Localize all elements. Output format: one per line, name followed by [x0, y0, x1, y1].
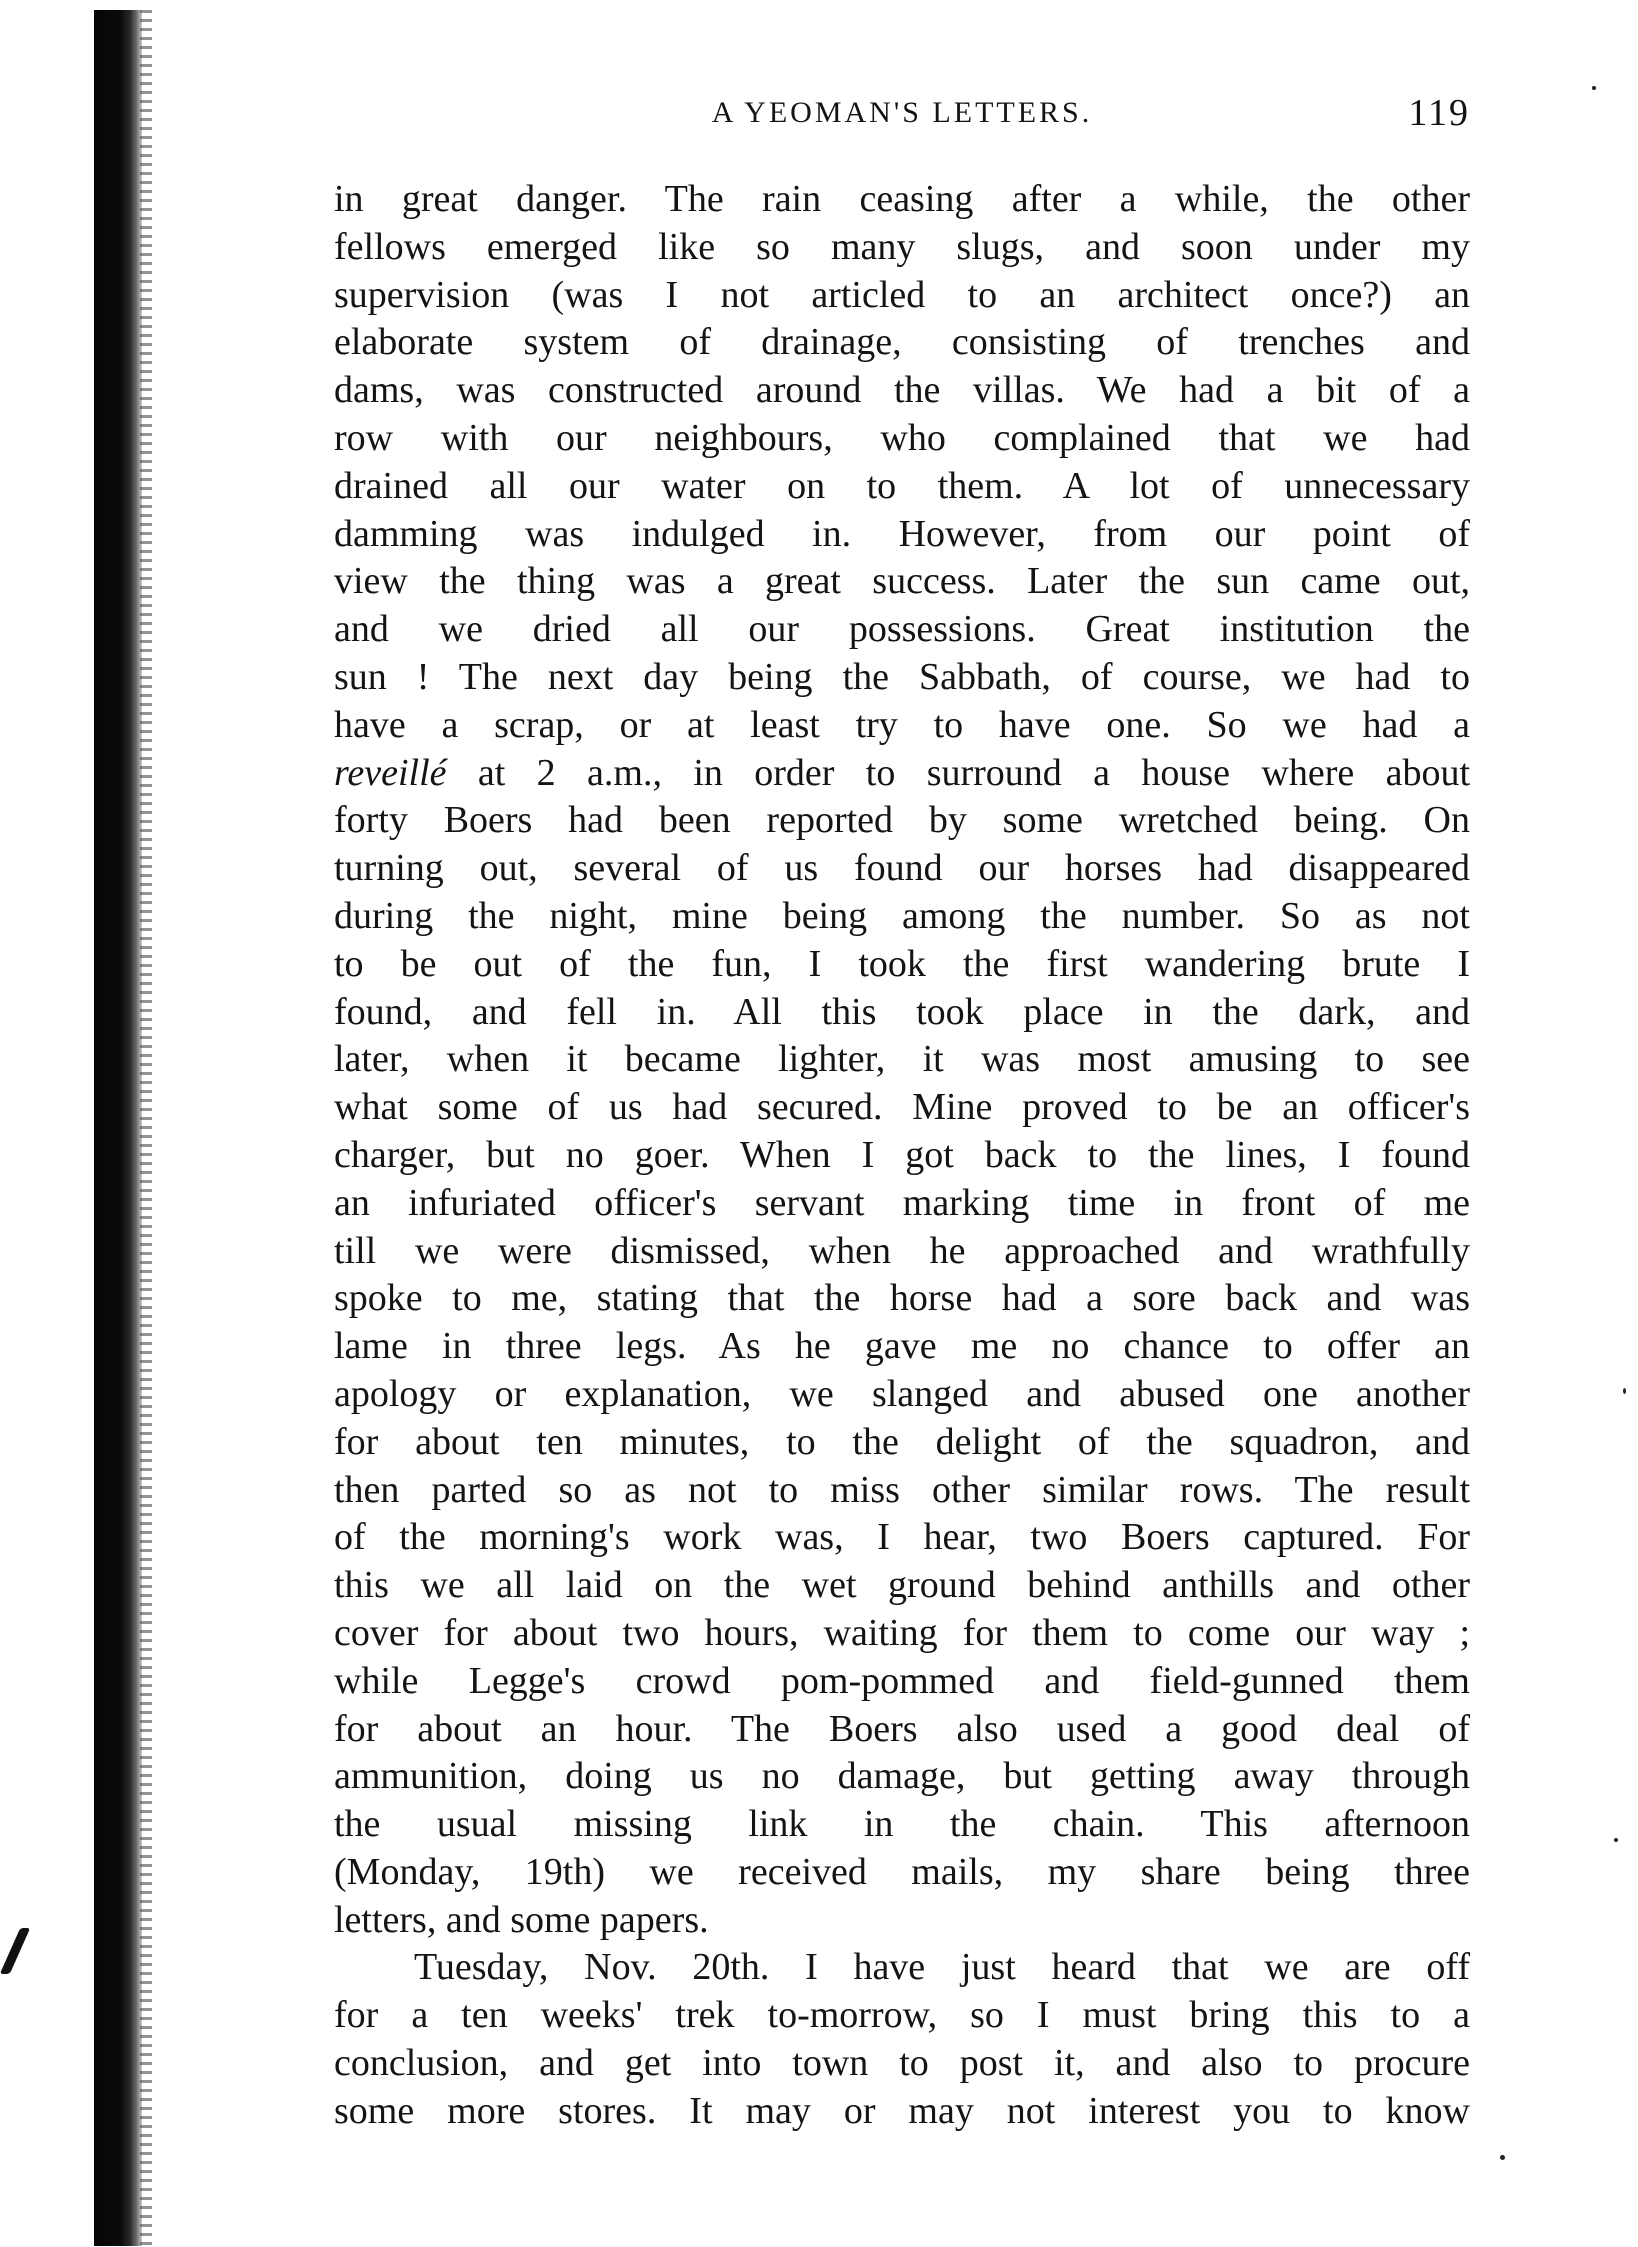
text-line: later, when it became lighter, it was most amusing to see — [334, 1038, 1470, 1081]
text-line: some more stores. It may or may not interest you to know — [334, 2089, 1470, 2132]
text-line: for about ten minutes, to the delight of the squadron, and — [334, 1420, 1470, 1463]
text-line: cover for about two hours, waiting for them to come our way ; — [334, 1611, 1470, 1654]
text-line: forty Boers had been reported by some wretched being. On — [334, 799, 1470, 842]
text-line: found, and fell in. All this took place in the dark, and — [334, 990, 1470, 1033]
text-line: and we dried all our possessions. Great institution the — [334, 608, 1470, 651]
text-line: apology or explanation, we slanged and abused one another — [334, 1372, 1470, 1415]
pencil-margin-mark — [0, 1928, 30, 1974]
ink-speck — [1614, 1838, 1618, 1842]
text-line: row with our neighbours, who complained that we had — [334, 416, 1470, 459]
text-line: conclusion, and get into town to post it, and also to procure — [334, 2042, 1470, 2085]
text-line: for about an hour. The Boers also used a good deal of — [334, 1707, 1470, 1750]
text-line: for a ten weeks' trek to-morrow, so I must bring this to a — [334, 1994, 1470, 2037]
text-line: dams, was constructed around the villas. We had a bit of a — [334, 369, 1470, 412]
text-line: turning out, several of us found our horses had disappeared — [334, 847, 1470, 890]
ink-speck — [1592, 86, 1596, 90]
running-title: A YEOMAN'S LETTERS. — [711, 96, 1093, 129]
text-line: ammunition, doing us no damage, but getting away through — [334, 1755, 1470, 1798]
running-head — [334, 88, 1470, 138]
italic-word: reveillé — [334, 751, 447, 794]
text-line: what some of us had secured. Mine proved to be an officer's — [334, 1086, 1470, 1129]
text-line: supervision (was I not articled to an architect once?) an — [334, 273, 1470, 316]
text-line: the usual missing link in the chain. This afternoon — [334, 1803, 1470, 1846]
text-line: while Legge's crowd pom-pommed and field-gunned them — [334, 1659, 1470, 1702]
text-line: (Monday, 19th) we received mails, my share being three — [334, 1850, 1470, 1893]
text-line: have a scrap, or at least try to have one. So we had a — [334, 703, 1470, 746]
ink-speck — [1623, 1388, 1626, 1394]
text-line: till we were dismissed, when he approached and wrathfully — [334, 1229, 1470, 1272]
text-line: elaborate system of drainage, consisting of trenches and — [334, 321, 1470, 364]
binding-edge — [94, 10, 142, 2246]
text-line-with-italic — [334, 750, 1470, 798]
text-line: spoke to me, stating that the horse had a sore back and was — [334, 1277, 1470, 1320]
text-line: then parted so as not to miss other similar rows. The result — [334, 1468, 1470, 1511]
text-line: charger, but no goer. When I got back to the lines, I found — [334, 1133, 1470, 1176]
ink-speck — [1500, 2155, 1505, 2160]
text-line: in great danger. The rain ceasing after a while, the other — [334, 178, 1470, 220]
text-line: to be out of the fun, I took the first wandering brute I — [334, 942, 1470, 985]
text-line: of the morning's work was, I hear, two Boers captured. For — [334, 1516, 1470, 1559]
page-number: 119 — [1408, 92, 1470, 134]
text-line: damming was indulged in. However, from our point of — [334, 512, 1470, 555]
text-line: an infuriated officer's servant marking time in front of me — [334, 1181, 1470, 1224]
text-line: sun ! The next day being the Sabbath, of course, we had to — [334, 655, 1470, 698]
body-text — [334, 176, 1470, 2136]
text-line: fellows emerged like so many slugs, and soon under my — [334, 225, 1470, 268]
text-line: this we all laid on the wet ground behind anthills and other — [334, 1564, 1470, 1607]
text-line: during the night, mine being among the number. So as not — [334, 894, 1470, 937]
text-line: view the thing was a great success. Later the sun came out, — [334, 560, 1470, 603]
paragraph-end-line: letters, and some papers. — [334, 1898, 709, 1941]
text-line: drained all our water on to them. A lot of unnecessary — [334, 464, 1470, 507]
text-line: lame in three legs. As he gave me no chance to offer an — [334, 1325, 1470, 1368]
paragraph-start-line: Tuesday, Nov. 20th. I have just heard that we are off — [414, 1946, 1470, 1989]
text-line-rest: at 2 a.m., in order to surround a house where about — [477, 751, 1471, 794]
